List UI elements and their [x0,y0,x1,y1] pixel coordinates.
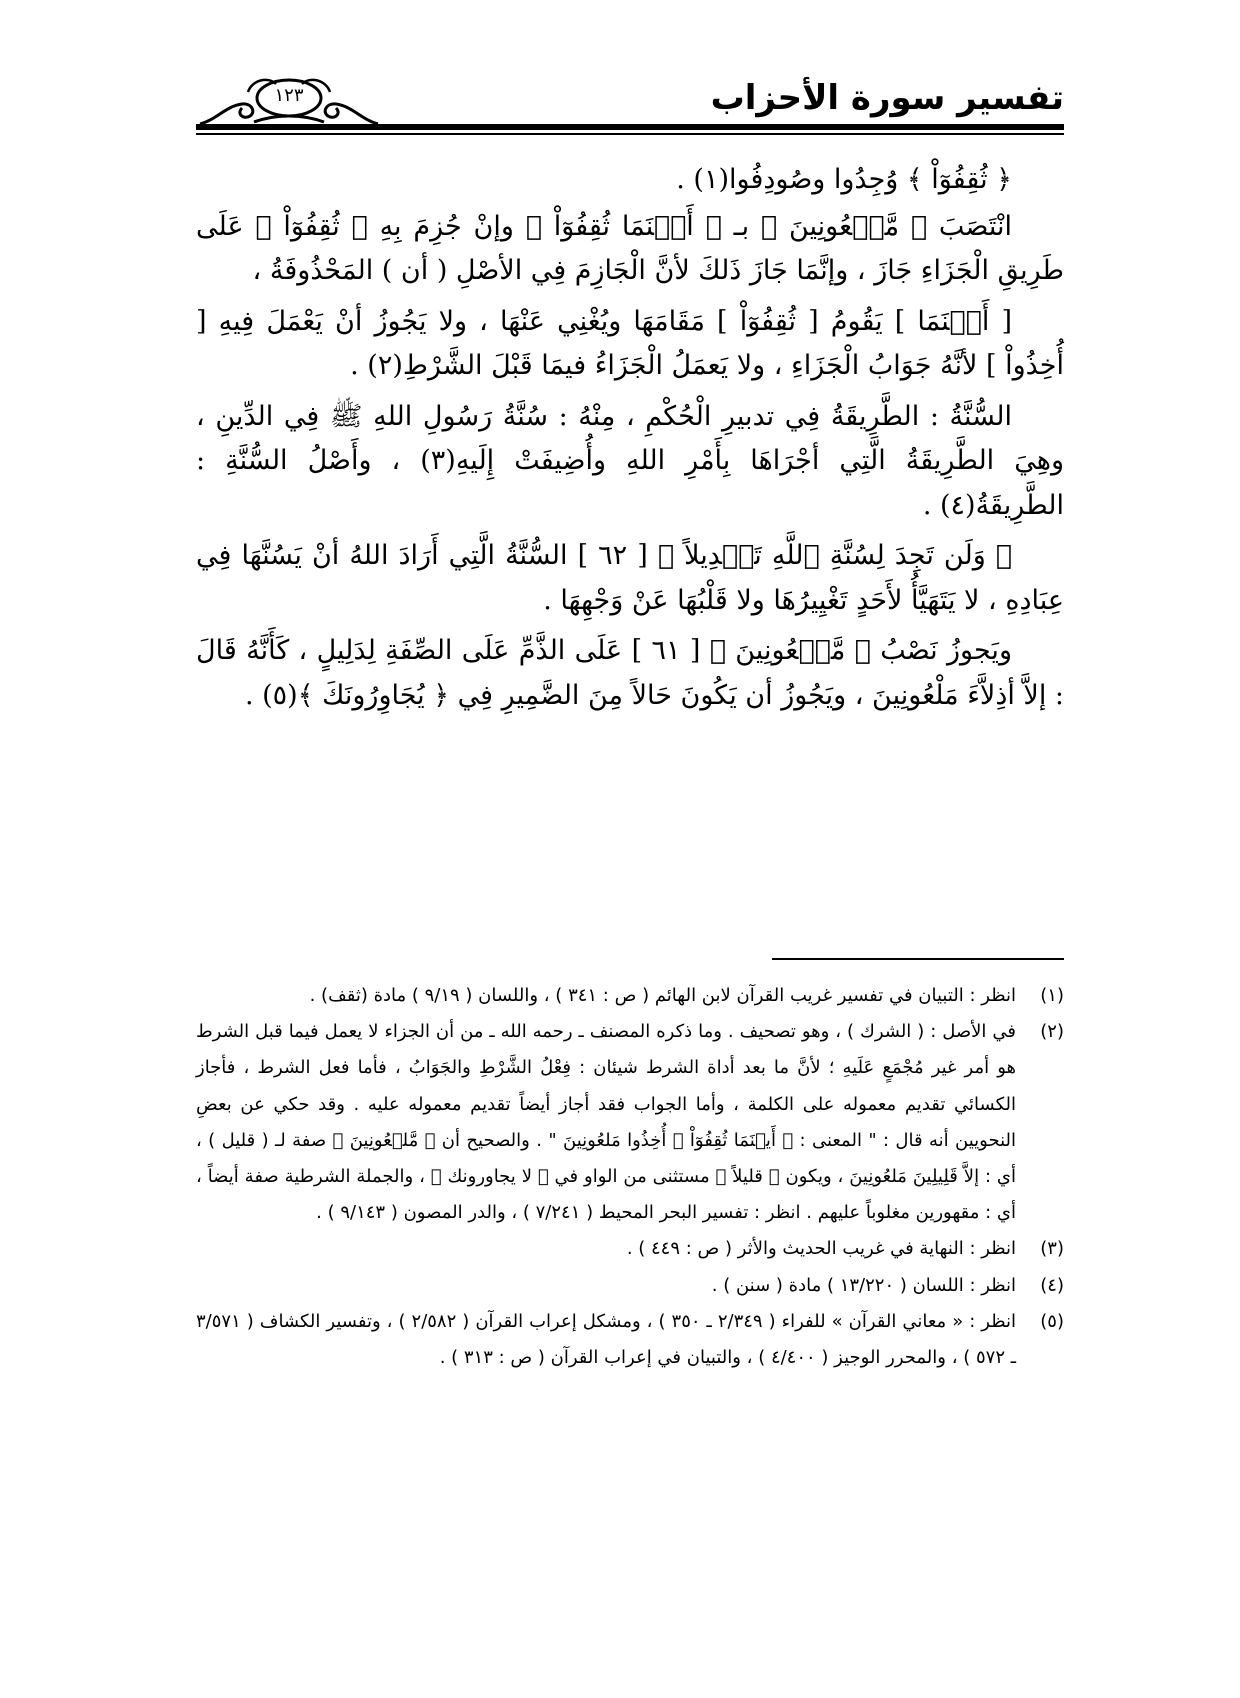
footnote-number: (٥) [1040,1310,1064,1332]
body-paragraph: السُّنَّةُ : الطَّرِيقَةُ فِي تدبيرِ الْحُكْمِ ، مِنْهُ : سُنَّةُ رَسُولِ اللهِ ﷺ فِي الدِّينِ ، وهِيَ الطَّرِيقَةُ الَّتِي أجْرَاهَا بِأَمْرِ اللهِ وأُضِيفَتْ إِلَيهِ(٣) ، وأَصْلُ السُّنَّةِ : الطَّرِيقَةُ(٤) . [196,400,1064,521]
header-rule-thin [196,133,1064,135]
footnote-text: انظر : التبيان في تفسير غريب القرآن لابن الهائم ( ص : ٣٤١ ) ، واللسان ( ٩/١٩ ) مادة (ثقف) . [309,985,1016,1006]
page-number-ornament [196,70,382,130]
body-paragraph: انْتَصَبَ ﴿ مَّلۡعُونِينَ ﴾ بـ ﴿ أَيۡنَمَا ثُقِفُوٓاْ ﴾ وإنْ جُزِمَ بِهِ ﴿ ثُقِفُوٓاْ ﴾ عَلَى طَرِيقِ الْجَزَاءِ جَازَ ، وإنَّمَا جَازَ ذَلكَ لأنَّ الْجَازِمَ فِي الأصْلِ ( أن ) المَحْذُوفَةُ ، [196,210,1064,286]
footnote-item [196,1304,1064,1376]
footnote-number: (٣) [1040,1238,1064,1260]
footnote-number: (٤) [1040,1274,1064,1296]
body-paragraph: [ أَيۡنَمَا ] يَقُومُ [ ثُقِفُوٓاْ ] مَقَامَهَا ويُغْنِي عَنْهَا ، ولا يَجُوزُ أنْ يَعْمَلَ فِيهِ [ أُخِذُواْ ] لأنَّهُ جَوَابُ الْجَزَاءِ ، ولا يَعمَلُ الْجَزَاءُ فيمَا قَبْلَ الشَّرْطِ(٢) . [196,305,1064,381]
footnote-item [196,1231,1064,1267]
footnote-item [196,1014,1064,1231]
header-rule-thick [196,124,1064,130]
footnote-text: انظر : « معاني القرآن » للفراء ( ٢/٣٤٩ ـ ٣٥٠ ) ، ومشكل إعراب القرآن ( ٢/٥٨٢ ) ، وتفسير الكشاف ( ٣/٥٧١ ـ ٥٧٢ ) ، والمحرر الوجيز ( ٤/٤٠٠ ) ، والتبيان في إعراب القرآن ( ص : ٣١٣ ) . [196,1310,1017,1369]
footnote-text: انظر : النهاية في غريب الحديث والأثر ( ص : ٤٤٩ ) . [626,1238,1016,1260]
running-title: تفسير سورة الأحزاب [710,78,1064,118]
footnote-number: (١) [1040,985,1064,1006]
footnote-text: انظر : اللسان ( ١٣/٢٢٠ ) مادة ( سنن ) . [711,1274,1016,1296]
footnote-number: (٢) [1040,1021,1064,1043]
footnote-item [196,978,1064,1014]
page-number: ١٢٣ [274,85,304,106]
page-header [196,70,1064,130]
body-paragraph: ﴿ وَلَن تَجِدَ لِسُنَّةِ ٱللَّهِ تَبۡدِيلاً ﴾ [ ٦٢ ] السُّنَّةُ الَّتِي أَرَادَ اللهُ أنْ يَسُنَّهَا فِي عِبَادِهِ ، لا يَتَهَيَّأُ لأَحَدٍ تَغْيِيرُهَا ولا قَلْبُهَا عَنْ وَجْهِهَا . [196,540,1064,616]
body-paragraph: ويَجوزُ نَصْبُ ﴿ مَّلۡعُونِينَ ﴾ [ ٦١ ] عَلَى الذَّمِّ عَلَى الصِّفَةِ لِدَلِيلٍ ، كَأَنَّهُ قَالَ : إلاَّ أذِلاَّءَ مَلْعُونِينَ ، ويَجُوزُ أن يَكُونَ حَالاً مِنَ الضَّمِيرِ فِي ﴿ يُجَاوِرُونَكَ ﴾(٥) . [196,635,1064,711]
footnote-separator [772,958,1064,960]
body-paragraph: ﴿ ثُقِفُوٓاْ ﴾ وُجِدُوا وصُودِفُوا(١) . [676,164,1012,195]
footnote-item [196,1268,1064,1304]
footnotes [196,978,1064,1376]
main-text [196,158,1064,718]
footnote-text: في الأصل : ( الشرك ) ، وهو تصحيف . وما ذكره المصنف ـ رحمه الله ـ من أن الجزاء لا يعمل فيما قبل الشرط هو أمر غير مُجْمَعٍ عَلَيهِ ؛ لأنَّ ما بعد أداة الشرط شيئان : فِعْلُ الشَّرْطِ والجَوَابُ ، فأما فعل الشرط ، فأجاز الكسائي تقديم معموله على الكلمة ، وأما الجواب فقد أجاز أيضاً تقديم معموله عليه . وقد حكي عن بعضِ النحويين أنه قال : " المعنى : ﴿ أَيۡنَمَا ثُقِفُوٓاْ ﴾ أُخِذُوا مَلعُونِينَ " . والصحيح أن ﴿ مَّلۡعُونِينَ ﴾ صفة لـ ( قليل ) ، أي : إلاَّ قَلِيلِينَ مَلعُونِينَ ، ويكون ﴿ قليلاً ﴾ مستثنى من الواو في ﴿ لا يجاورونك ﴾ ، والجملة الشرطية صفة أيضاً ، أي : مقهورين مغلوباً عليهم . انظر : تفسير البحر المحيط ( ٧/٢٤١ ) ، والدر المصون ( ٩/١٤٣ ) . [196,1021,1016,1224]
